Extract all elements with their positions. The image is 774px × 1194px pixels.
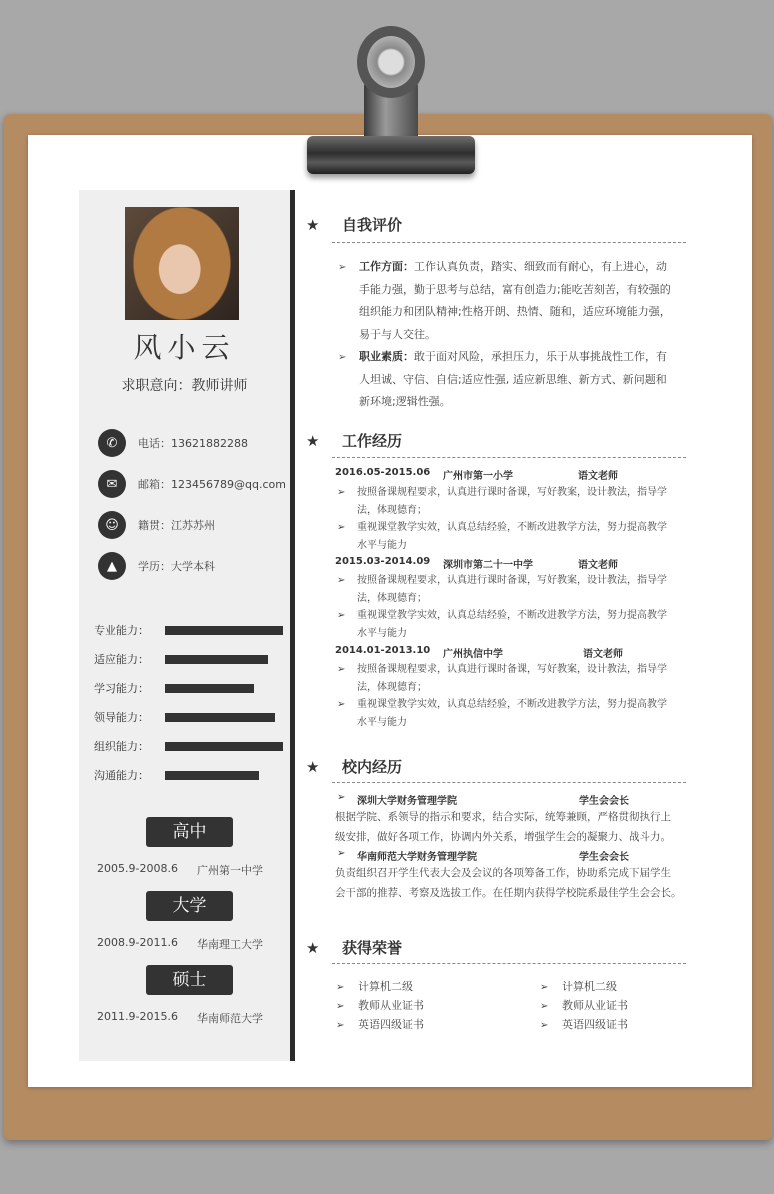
- paragraph-line: 组织能力和团队精神;性格开朗、热情、随和，适应环境能力强，: [359, 305, 671, 318]
- contact-text: 籍贯：江苏苏州: [138, 519, 215, 532]
- job-duty: [337, 519, 682, 554]
- section-title-text: 自我评价: [342, 216, 403, 234]
- contact-phone: [98, 429, 288, 457]
- job-duty: [337, 607, 682, 642]
- edu-line: [97, 862, 277, 878]
- chevron-right-icon: ➢: [336, 982, 345, 993]
- skill-row: [94, 652, 286, 666]
- job-duty: [337, 572, 682, 607]
- skill-bar: [165, 771, 259, 780]
- honor-text: 计算机二级: [562, 980, 617, 993]
- skill-label: 沟通能力：: [94, 769, 149, 782]
- duty-line: 重视课堂教学实效，认真总结经验，不断改进教学方法，努力提高教学: [357, 522, 667, 533]
- chevron-right-icon: ➢: [337, 487, 346, 498]
- section-rule: [332, 457, 686, 458]
- skill-label: 适应能力：: [94, 653, 149, 666]
- honor-text: 教师从业证书: [562, 999, 628, 1012]
- skill-bar: [165, 713, 275, 722]
- contact-text: 邮箱：123456789@qq.com: [138, 478, 286, 491]
- section-title-honors: [306, 937, 402, 958]
- section-title-self-eval: [306, 214, 402, 235]
- person-icon: ☺: [98, 511, 126, 539]
- duty-line: 按照备课规程要求，认真进行课时备课，写好教案，设计教法，指导学: [357, 664, 667, 675]
- skill-bar: [165, 742, 283, 751]
- honor-item: [336, 978, 413, 994]
- section-title-text: 获得荣誉: [342, 939, 403, 957]
- chevron-right-icon: ➢: [337, 522, 346, 533]
- campus-role: 学生会会长: [579, 852, 629, 863]
- chevron-right-icon: ➢: [337, 575, 346, 586]
- chevron-right-icon: ➢: [540, 982, 549, 993]
- chevron-right-icon: ➢: [336, 1001, 345, 1012]
- duty-line: 水平与能力: [357, 716, 407, 728]
- contact-hometown: [98, 511, 288, 539]
- job-role: 语文老师: [578, 471, 618, 482]
- chevron-right-icon: ➢: [338, 352, 347, 363]
- paragraph-line: 手能力强，勤于思考与总结，富有创造力;能吃苦刻苦，有较强的: [359, 282, 671, 296]
- paragraph-label: 工作方面：: [359, 260, 414, 273]
- paragraph-line: 人坦诚、守信、自信;适应性强, 适应新思维、新方式、新问题和: [359, 372, 667, 386]
- campus-paragraph: [335, 807, 685, 847]
- campus-paragraph: [335, 863, 685, 903]
- paragraph-label: 职业素质：: [359, 350, 414, 363]
- star-icon: ★: [306, 431, 320, 450]
- star-icon: ★: [306, 938, 320, 957]
- paragraph-line: 根据学院、系领导的指示和要求，结合实际，统筹兼顾，严格贯彻执行上: [335, 811, 671, 823]
- skill-row: [94, 710, 286, 724]
- duty-line: 重视课堂教学实效，认真总结经验，不断改进教学方法，努力提高教学: [357, 610, 667, 621]
- contact-email: [98, 470, 288, 498]
- chevron-right-icon: ➢: [337, 664, 346, 675]
- duty-line: 水平与能力: [357, 539, 407, 551]
- campus-org: 华南师范大学财务管理学院: [357, 852, 477, 863]
- profile-photo: [125, 207, 239, 320]
- chevron-right-icon: ➢: [337, 610, 346, 621]
- phone-icon: ✆: [98, 429, 126, 457]
- honor-text: 英语四级证书: [562, 1018, 628, 1031]
- honor-item: [336, 997, 424, 1013]
- chevron-right-icon: ➢: [337, 792, 346, 803]
- paragraph-line: 敢于面对风险，承担压力，乐于从事挑战性工作，有: [414, 350, 667, 363]
- skill-bar: [165, 684, 254, 693]
- skill-row: [94, 739, 286, 753]
- job-duty: [337, 661, 682, 696]
- edu-period: 2011.9-2015.6: [97, 1010, 178, 1023]
- chevron-right-icon: ➢: [540, 1020, 549, 1031]
- skill-bar: [165, 655, 268, 664]
- edu-school: 华南理工大学: [197, 938, 263, 951]
- duty-line: 法，体现德育；: [357, 592, 427, 604]
- job-role: 语文老师: [583, 649, 623, 660]
- honor-item: [336, 1016, 424, 1032]
- skill-label: 学习能力：: [94, 682, 149, 695]
- professional-quality-paragraph: [359, 346, 689, 414]
- chevron-right-icon: ➢: [337, 848, 346, 859]
- graduation-cap-icon: ▲: [98, 552, 126, 580]
- contact-text: 电话：13621882288: [138, 437, 248, 450]
- section-rule: [332, 963, 686, 964]
- column-divider: [290, 190, 295, 1061]
- star-icon: ★: [306, 757, 320, 776]
- job-duty: [337, 696, 682, 731]
- paragraph-line: 易于与人交往。: [359, 327, 436, 341]
- section-rule: [332, 782, 686, 783]
- skill-row: [94, 768, 286, 782]
- contact-degree: [98, 552, 288, 580]
- honor-text: 教师从业证书: [358, 999, 424, 1012]
- campus-org: 深圳大学财务管理学院: [357, 796, 457, 807]
- honor-item: [540, 978, 617, 994]
- job-period: 2015.03-2014.09: [335, 556, 431, 567]
- job-duty: [337, 484, 682, 519]
- honor-text: 英语四级证书: [358, 1018, 424, 1031]
- job-role: 语文老师: [578, 560, 618, 571]
- duty-line: 按照备课规程要求，认真进行课时备课，写好教案，设计教法，指导学: [357, 575, 667, 586]
- paragraph-line: 负责组织召开学生代表大会及会议的各项筹备工作，协助系完成下届学生: [335, 867, 671, 879]
- job-company: 广州执信中学: [443, 649, 503, 660]
- skill-row: [94, 623, 286, 637]
- job-intent: 求职意向：教师讲师: [121, 378, 248, 394]
- skill-label: 组织能力：: [94, 740, 149, 753]
- binder-clip-icon: [307, 136, 475, 174]
- edu-school: 广州第一中学: [197, 864, 263, 877]
- section-rule: [332, 242, 686, 243]
- skill-row: [94, 681, 286, 695]
- edu-level-badge: 硕士: [146, 965, 233, 995]
- mail-icon: ✉: [98, 470, 126, 498]
- job-company: 深圳市第二十一中学: [443, 560, 533, 571]
- section-title-text: 校内经历: [342, 758, 403, 776]
- edu-line: [97, 936, 277, 952]
- skill-bar: [165, 626, 283, 635]
- paragraph-line: 级安排，做好各项工作，协调内外关系，增强学生会的凝聚力、战斗力。: [335, 831, 671, 843]
- edu-level-badge: 高中: [146, 817, 233, 847]
- edu-period: 2005.9-2008.6: [97, 862, 178, 875]
- paragraph-line: 会干部的推荐、考察及选拔工作。在任期内获得学校院系最佳学生会会长。: [335, 887, 682, 899]
- paragraph-line: 工作认真负责，踏实、细致而有耐心，有上进心，动: [414, 260, 667, 273]
- work-attitude-paragraph: [359, 256, 689, 346]
- duty-line: 法，体现德育；: [357, 681, 427, 693]
- section-title-text: 工作经历: [342, 432, 403, 450]
- campus-role: 学生会会长: [579, 796, 629, 807]
- contact-text: 学历：大学本科: [138, 560, 215, 573]
- job-period: 2014.01-2013.10: [335, 645, 431, 656]
- duty-line: 水平与能力: [357, 627, 407, 639]
- chevron-right-icon: ➢: [337, 699, 346, 710]
- honor-text: 计算机二级: [358, 980, 413, 993]
- skill-label: 专业能力：: [94, 624, 149, 637]
- chevron-right-icon: ➢: [336, 1020, 345, 1031]
- chevron-right-icon: ➢: [338, 262, 347, 273]
- job-period: 2016.05-2015.06: [335, 467, 431, 478]
- duty-line: 重视课堂教学实效，认真总结经验，不断改进教学方法，努力提高教学: [357, 699, 667, 710]
- edu-period: 2008.9-2011.6: [97, 936, 178, 949]
- edu-level-badge: 大学: [146, 891, 233, 921]
- skill-label: 领导能力：: [94, 711, 149, 724]
- job-company: 广州市第一小学: [443, 471, 513, 482]
- edu-school: 华南师范大学: [197, 1012, 263, 1025]
- section-title-campus: [306, 756, 402, 777]
- section-title-work: [306, 430, 402, 451]
- duty-line: 法，体现德育；: [357, 504, 427, 516]
- candidate-name: 风小云: [133, 331, 236, 364]
- paragraph-line: 新环境;逻辑性强。: [359, 395, 451, 408]
- star-icon: ★: [306, 215, 320, 234]
- duty-line: 按照备课规程要求，认真进行课时备课，写好教案，设计教法，指导学: [357, 487, 667, 498]
- chevron-right-icon: ➢: [540, 1001, 549, 1012]
- honor-item: [540, 997, 628, 1013]
- honor-item: [540, 1016, 628, 1032]
- clip-ring-icon: [357, 26, 425, 98]
- edu-line: [97, 1010, 277, 1026]
